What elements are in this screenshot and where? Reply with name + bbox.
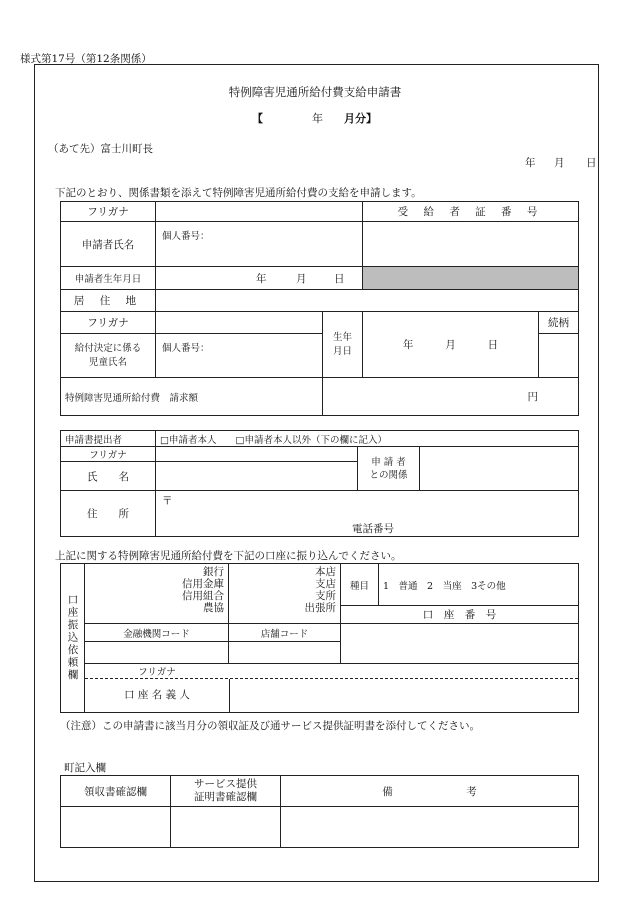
period-open: 【 [252,112,263,125]
child-furigana-field[interactable] [156,312,323,334]
office-table [60,775,579,848]
date-day: 日 [586,157,597,169]
remarks-label: 備 考 [281,776,579,807]
holder-furigana-field[interactable] [229,664,578,678]
date-month: 月 [554,157,565,169]
period-year: 年 [312,112,323,125]
child-birth-field[interactable] [363,312,539,378]
bank-code-label: 金融機関コード [85,624,229,642]
submitter-options[interactable]: □申請者本人 □申請者本人以外（下の欄に記入） [156,431,579,447]
remarks-field[interactable] [281,807,579,848]
branch-code-label: 店舗コード [229,624,341,642]
child-birth-label: 生年 月日 [323,312,363,378]
applicant-name-field[interactable] [156,222,363,267]
sub-relation-field[interactable] [420,447,579,491]
account-holder-block [85,664,579,713]
bank-code-digits[interactable] [85,642,229,664]
bank-table [60,563,579,713]
child-name-label: 給付決定に係る 児童氏名 [61,334,156,378]
bank-intro: 上記に関する特例障害児通所給付費を下記の口座に振り込んでください。 [55,550,402,562]
branch-name-field[interactable] [229,564,341,624]
address-label: 居 住 地 [61,290,156,312]
recipient-cert-label: 受 給 者 証 番 号 [363,202,579,222]
sub-name-label: 氏 名 [61,462,156,491]
sub-relation-label: 申 請 者 との関係 [358,447,420,491]
birth-month: 月 [296,273,307,285]
child-birth-day: 日 [487,339,499,351]
submitter-table [60,430,579,537]
applicant-table [60,201,579,416]
child-birth-year: 年 [402,339,414,351]
intro-text: 下記のとおり、関係書類を添えて特例障害児通所給付費の支給を申請します。 [55,187,422,199]
birthdate-label: 申請者生年月日 [61,267,156,290]
postal-mark: 〒 [162,495,173,507]
child-birth-month: 月 [445,339,456,351]
claim-amount-field[interactable] [323,378,579,416]
claim-label: 特例障害児通所給付費 請求額 [61,378,323,416]
bank-side-label: 口座振込依頼欄 [61,564,85,713]
holder-furigana-label: フリガナ [138,667,176,678]
child-name-field[interactable] [156,334,323,378]
furigana-label: フリガナ [61,202,156,222]
birth-year: 年 [256,273,267,285]
phone-label: 電話番号 [352,523,394,535]
sub-name-field[interactable] [156,462,358,491]
bank-name-field[interactable] [85,564,229,624]
service-check-field[interactable] [171,807,281,848]
note-text: （注意）この申請書に該当月分の領収証及び通サービス提供証明書を添付してください。 [60,720,480,732]
child-furigana-label: フリガナ [61,312,156,334]
yen-unit: 円 [527,391,539,403]
relation-field[interactable] [539,334,579,378]
shaded-cell [363,267,579,290]
address-field[interactable] [156,290,579,312]
submitter-label: 申請書提出者 [61,431,156,447]
sub-furigana-label: フリガナ [61,447,156,462]
bank-type-nokyo: 農協 [203,602,224,614]
branch-type-branch: 支店 [315,578,336,590]
birthdate-field[interactable] [156,267,363,290]
bank-type-kumiai: 信用組合 [182,590,224,602]
branch-type-main: 本店 [315,566,336,578]
individual-no-label: 個人番号： [162,231,210,242]
branch-code-digits[interactable] [229,642,341,664]
holder-label: 口 座 名 義 人 [85,679,230,712]
recipient-cert-digits[interactable] [363,222,579,267]
bank-type-bank: 銀行 [203,566,224,578]
sub-address-label: 住 所 [61,491,156,537]
addressee: （あて先）富士川町長 [48,143,153,155]
kind-options[interactable]: 1 普通 2 当座 3その他 [379,564,579,606]
service-check-label: サービス提供 証明書確認欄 [171,776,281,807]
child-individual-no-label: 個人番号： [162,342,210,354]
holder-field[interactable] [230,679,578,712]
sub-furigana-field[interactable] [156,447,358,462]
bank-type-shinkin: 信用金庫 [182,578,224,590]
branch-type-office: 支所 [315,590,336,602]
account-no-label: 口 座 番 号 [341,606,579,624]
form-number: 様式第17号（第12条関係） [20,53,152,65]
form-title: 特例障害児通所給付費支給申請書 [228,85,402,99]
sub-address-field[interactable] [156,491,579,537]
furigana-field[interactable] [156,202,363,222]
office-label: 町記入欄 [64,762,106,774]
date-year: 年 [525,157,536,169]
branch-type-sub: 出張所 [304,602,336,614]
period-month: 月分】 [344,112,377,125]
relation-label: 続柄 [539,312,579,334]
receipt-check-field[interactable] [61,807,171,848]
applicant-name-label: 申請者氏名 [61,222,156,267]
birth-day: 日 [334,273,345,285]
kind-label: 種目 [341,564,379,606]
receipt-check-label: 領収書確認欄 [61,776,171,807]
account-no-digits[interactable] [341,624,579,664]
